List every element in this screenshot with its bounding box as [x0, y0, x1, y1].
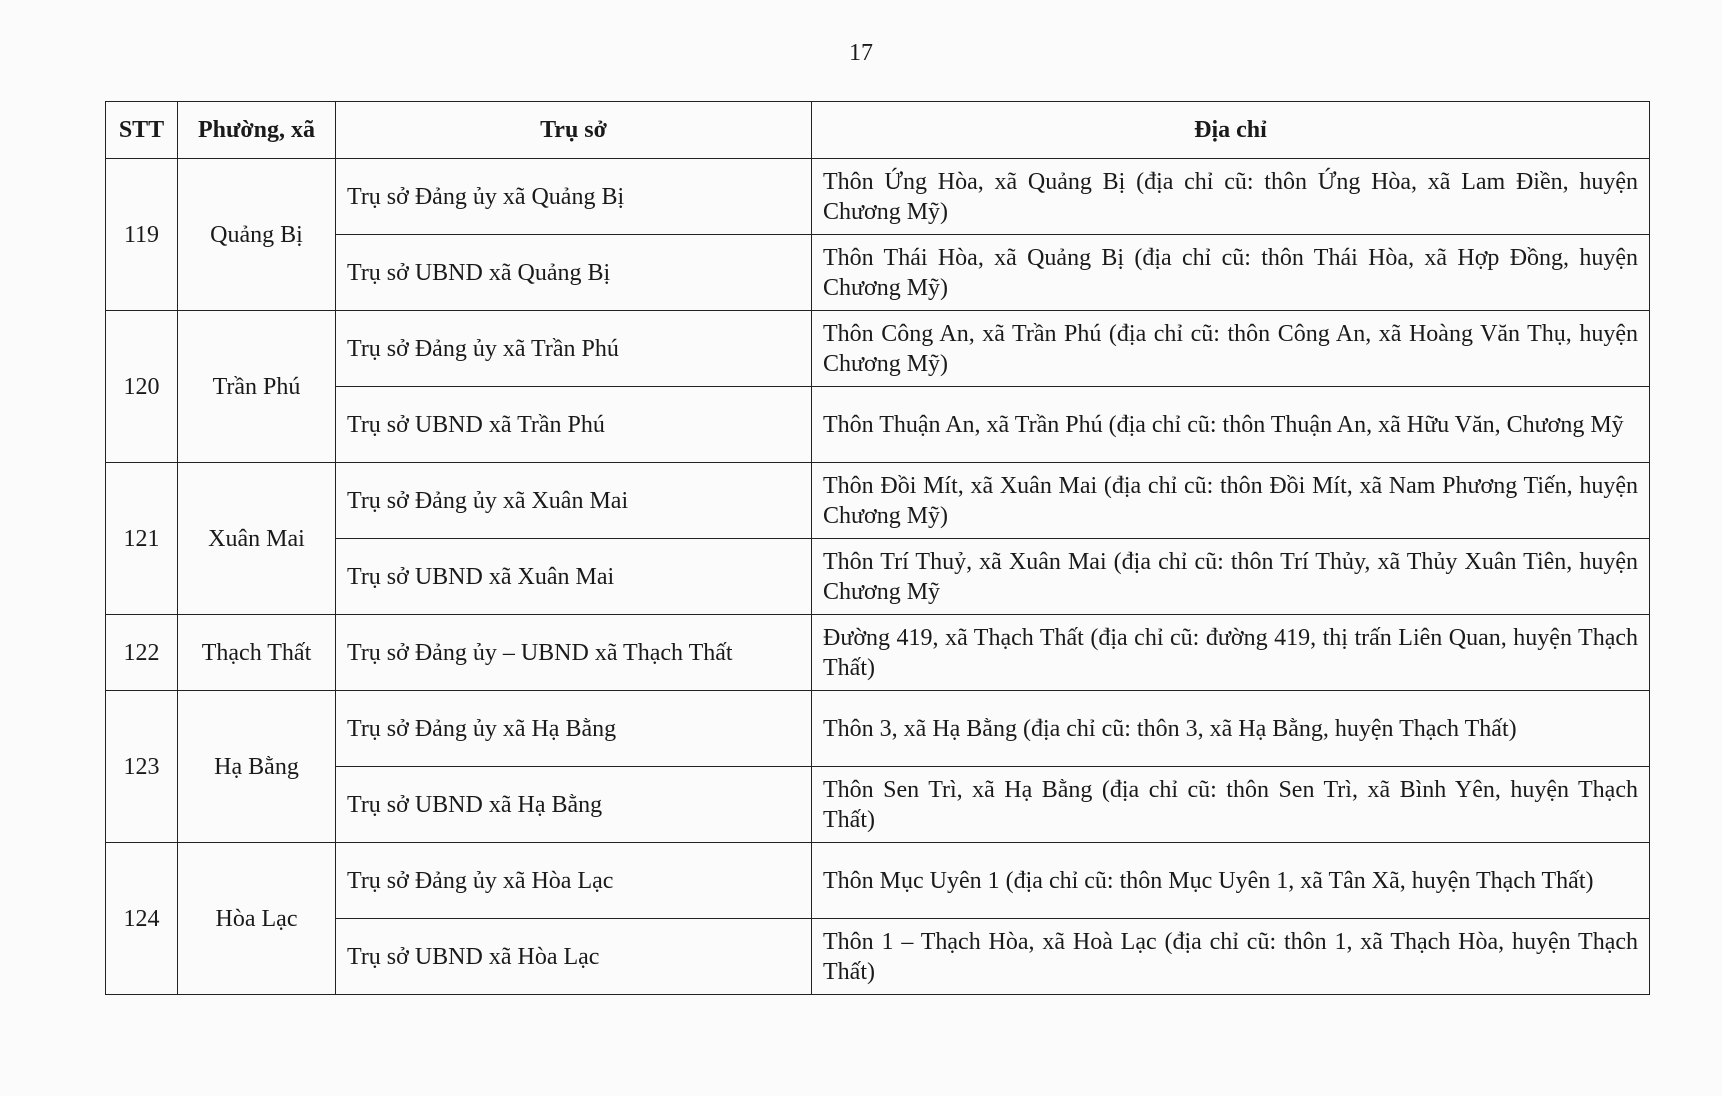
address-cell: Thôn 1 – Thạch Hòa, xã Hoà Lạc (địa chỉ cũ: thôn 1, xã Thạch Hòa, huyện Thạch Thất) — [812, 919, 1650, 995]
stt-cell: 119 — [106, 159, 178, 311]
address-cell: Thôn Công An, xã Trần Phú (địa chỉ cũ: thôn Công An, xã Hoàng Văn Thụ, huyện Chương Mỹ) — [812, 311, 1650, 387]
ward-cell: Hạ Bằng — [178, 691, 336, 843]
stt-cell: 121 — [106, 463, 178, 615]
stt-cell: 123 — [106, 691, 178, 843]
stt-cell: 122 — [106, 615, 178, 691]
office-cell: Trụ sở Đảng ủy xã Quảng Bị — [336, 159, 812, 235]
office-cell: Trụ sở Đảng ủy xã Hòa Lạc — [336, 843, 812, 919]
ward-cell: Hòa Lạc — [178, 843, 336, 995]
table-header-row — [106, 102, 1650, 159]
address-cell: Thôn Đồi Mít, xã Xuân Mai (địa chỉ cũ: thôn Đồi Mít, xã Nam Phương Tiến, huyện Chương Mỹ) — [812, 463, 1650, 539]
ward-cell: Thạch Thất — [178, 615, 336, 691]
office-cell: Trụ sở UBND xã Hạ Bằng — [336, 767, 812, 843]
header-address: Địa chỉ — [812, 102, 1650, 159]
table-row — [106, 919, 1650, 995]
header-ward: Phường, xã — [178, 102, 336, 159]
header-stt: STT — [106, 102, 178, 159]
office-cell: Trụ sở Đảng ủy xã Trần Phú — [336, 311, 812, 387]
table-row — [106, 767, 1650, 843]
table-row — [106, 311, 1650, 387]
office-cell: Trụ sở UBND xã Trần Phú — [336, 387, 812, 463]
address-cell: Thôn Ứng Hòa, xã Quảng Bị (địa chỉ cũ: thôn Ứng Hòa, xã Lam Điền, huyện Chương Mỹ) — [812, 159, 1650, 235]
office-cell: Trụ sở Đảng ủy xã Hạ Bằng — [336, 691, 812, 767]
address-cell: Thôn 3, xã Hạ Bằng (địa chỉ cũ: thôn 3, xã Hạ Bằng, huyện Thạch Thất) — [812, 691, 1650, 767]
table-row — [106, 843, 1650, 919]
header-office: Trụ sở — [336, 102, 812, 159]
address-cell: Thôn Thuận An, xã Trần Phú (địa chỉ cũ: thôn Thuận An, xã Hữu Văn, Chương Mỹ — [812, 387, 1650, 463]
stt-cell: 124 — [106, 843, 178, 995]
office-cell: Trụ sở Đảng ủy – UBND xã Thạch Thất — [336, 615, 812, 691]
stt-cell: 120 — [106, 311, 178, 463]
page-number: 17 — [849, 40, 873, 66]
address-cell: Đường 419, xã Thạch Thất (địa chỉ cũ: đường 419, thị trấn Liên Quan, huyện Thạch Thất) — [812, 615, 1650, 691]
address-cell: Thôn Mục Uyên 1 (địa chỉ cũ: thôn Mục Uyên 1, xã Tân Xã, huyện Thạch Thất) — [812, 843, 1650, 919]
ward-cell: Trần Phú — [178, 311, 336, 463]
office-address-table — [105, 101, 1650, 995]
office-cell: Trụ sở UBND xã Xuân Mai — [336, 539, 812, 615]
address-cell: Thôn Trí Thuỷ, xã Xuân Mai (địa chỉ cũ: thôn Trí Thủy, xã Thủy Xuân Tiên, huyện Chương Mỹ — [812, 539, 1650, 615]
ward-cell: Xuân Mai — [178, 463, 336, 615]
ward-cell: Quảng Bị — [178, 159, 336, 311]
table-row — [106, 691, 1650, 767]
table-row — [106, 387, 1650, 463]
office-cell: Trụ sở Đảng ủy xã Xuân Mai — [336, 463, 812, 539]
office-cell: Trụ sở UBND xã Quảng Bị — [336, 235, 812, 311]
address-cell: Thôn Sen Trì, xã Hạ Bằng (địa chỉ cũ: thôn Sen Trì, xã Bình Yên, huyện Thạch Thất) — [812, 767, 1650, 843]
office-cell: Trụ sở UBND xã Hòa Lạc — [336, 919, 812, 995]
table-row — [106, 235, 1650, 311]
table-row — [106, 463, 1650, 539]
table-row — [106, 615, 1650, 691]
table-row — [106, 159, 1650, 235]
address-cell: Thôn Thái Hòa, xã Quảng Bị (địa chỉ cũ: thôn Thái Hòa, xã Hợp Đồng, huyện Chương Mỹ) — [812, 235, 1650, 311]
table-row — [106, 539, 1650, 615]
